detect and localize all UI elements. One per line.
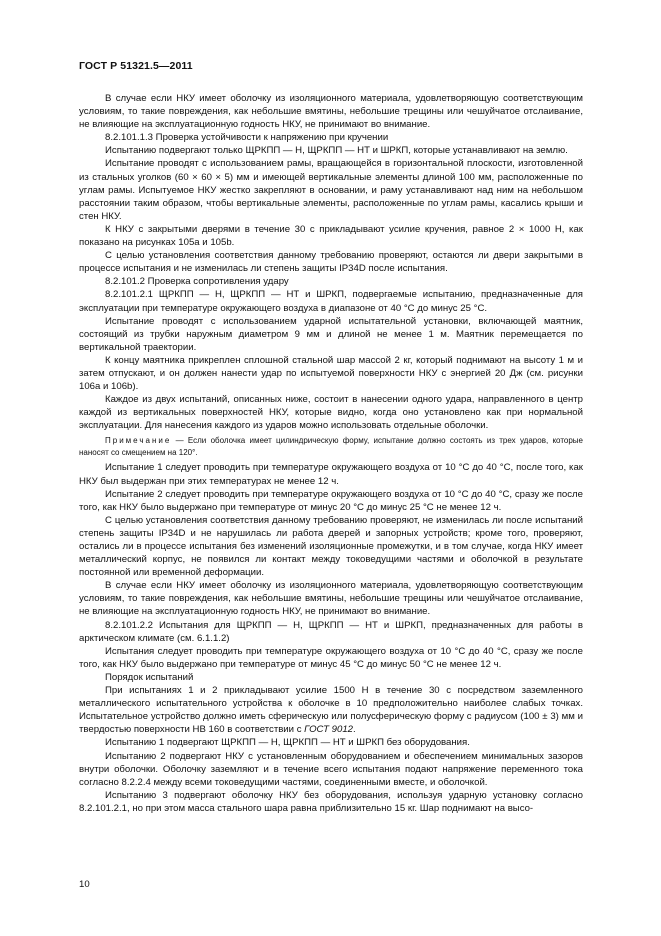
paragraph: Испытанию 2 подвергают НКУ с установленным оборудованием и обеспечением минимальных зазоров внутри оболочки. Оболочку заземляют и в течение всего испытания подают напряжение переменного тока согласно 8.2.2.4 между всеми токоведущими частями, соединенными вместе, и оболочкой.	[79, 750, 583, 788]
section-heading: 8.2.101.2 Проверка сопротивления удару	[105, 276, 289, 288]
section-heading: 8.2.101.1.3 Проверка устойчивости к напряжению при кручении	[105, 132, 389, 144]
paragraph	[79, 684, 583, 736]
note	[79, 435, 583, 458]
paragraph: С целью установления соответствия данному требованию проверяют, не изменилась ли после испытаний степень защиты IP34D и не нарушилась ли работа дверей и запорных устройств; кроме того, проверяют, остались ли в процессе испытания без изменений изоляционные промежутки, и в том случае, когда НКУ имеет металлический корпус, не появился ли контакт между токоведущими частями и оболочкой в результате постоянной или временной деформации.	[79, 514, 583, 579]
paragraph: 8.2.101.2.1 ЩРКПП — Н, ЩРКПП — НТ и ШРКП, подвергаемые испытанию, предназначенные для эксплуатации при температуре окружающего воздуха в диапазоне от 40 °С до минус 25 °С.	[79, 289, 583, 314]
paragraph: Порядок испытаний	[105, 671, 194, 683]
note-label: Примечание	[105, 436, 172, 446]
standard-reference: ГОСТ 9012	[304, 724, 354, 736]
note-text: — Если оболочка имеет цилиндрическую форму, испытание должно состоять из трех ударов, которые наносят со смещением на 120°.	[79, 436, 583, 457]
paragraph: В случае если НКУ имеет оболочку из изоляционного материала, удовлетворяющую соответствующим условиям, то такие повреждения, как небольшие вмятины, небольшие трещины или чешуйчатое отслаивание, не влияющие на эксплуатационную годность НКУ, не принимают во внимание.	[79, 580, 583, 618]
paragraph: Испытание проводят с использованием ударной испытательной установки, включающей маятник, состоящий из трубки наружным диаметром 9 мм и длиной не менее 1 м. Маятник перемещается по вертикальной траектории.	[79, 315, 583, 353]
paragraph: Испытание 1 следует проводить при температуре окружающего воздуха от 10 °С до 40 °С, после того, как НКУ был выдержан при этих температурах не менее 12 ч.	[79, 462, 583, 487]
paragraph: Испытания следует проводить при температуре окружающего воздуха от 10 °С до 40 °С, сразу же после того, как НКУ было выдержано при температуре от минус 45 °С до минус 50 °С не менее 12 ч.	[79, 645, 583, 670]
paragraph: В случае если НКУ имеет оболочку из изоляционного материала, удовлетворяющую соответствующим условиям, то такие повреждения, как небольшие вмятины, небольшие трещины или чешуйчатое отслаивание, не влияющие на эксплуатационную годность НКУ, не принимают во внимание.	[79, 93, 583, 131]
page-body	[79, 92, 583, 815]
paragraph: Испытанию 3 подвергают оболочку НКУ без оборудования, используя ударную установку согласно 8.2.101.2.1, но при этом масса стального шара равна приблизительно 15 кг. Шар поднимают на высо-	[79, 789, 583, 814]
paragraph: Испытание проводят с использованием рамы, вращающейся в горизонтальной плоскости, изготовленной из стальных уголков (60 × 60 × 5) мм и имеющей вертикальные элементы длиной 100 мм, расположенные по углам рамы. Испытуемое НКУ жестко закрепляют в основании, и раму устанавливают над ним на небольшом расстоянии таким образом, чтобы вертикальные элементы, расположенные по углам рамы, касались крыши и стен НКУ.	[79, 158, 583, 222]
paragraph: Испытанию 1 подвергают ЩРКПП — Н, ЩРКПП — НТ и ШРКП без оборудования.	[105, 737, 470, 749]
page-number: 10	[79, 879, 90, 890]
paragraph: К концу маятника прикреплен сплошной стальной шар массой 2 кг, который поднимают на высоту 1 м и затем отпускают, и он должен нанести удар по испытуемой поверхности НКУ с энергией 20 Дж (см. рисунки 106а и 106b).	[79, 354, 583, 393]
paragraph: К НКУ с закрытыми дверями в течение 30 с прикладывают усилие кручения, равное 2 × 1000 Н, как показано на рисунках 105а и 105b.	[79, 223, 583, 249]
paragraph: С целью установления соответствия данному требованию проверяют, остаются ли двери закрытыми в процессе испытания и не изменилась ли степень защиты IP34D после испытания.	[79, 250, 583, 275]
document-header: ГОСТ Р 51321.5—2011	[79, 60, 193, 72]
paragraph: Испытание 2 следует проводить при температуре окружающего воздуха от 10 °С до 40 °С, сразу же после того, как НКУ было выдержано при температуре от минус 20 °С до минус 25 °С не менее 12 ч.	[79, 488, 583, 513]
text-run: .	[353, 724, 356, 736]
section-heading: 8.2.101.2.2 Испытания для ЩРКПП — Н, ЩРКПП — НТ и ШРКП, предназначенных для работы в арктическом климате (см. 6.1.1.2)	[79, 619, 583, 644]
text-run: При испытаниях 1 и 2 прикладывают усилие 1500 Н в течение 30 с посредством заземленного металлического испытательного устройства к оболочке в 10 предположительно наиболее слабых точках. Испытательное устройство должно иметь сферическую или полусферическую форму с радиусом (100 ± 3) мм и твердостью поверхности НВ 160 в соответствии с	[79, 685, 583, 736]
paragraph: Каждое из двух испытаний, описанных ниже, состоит в нанесении одного удара, направленного в центр каждой из вертикальных поверхностей НКУ, которые видно, когда оно установлено как при нормальной эксплуатации. Для нанесения каждого из ударов можно использовать отдельные оболочки.	[79, 394, 583, 432]
paragraph: Испытанию подвергают только ЩРКПП — Н, ЩРКПП — НТ и ШРКП, которые устанавливают на землю.	[105, 145, 568, 157]
